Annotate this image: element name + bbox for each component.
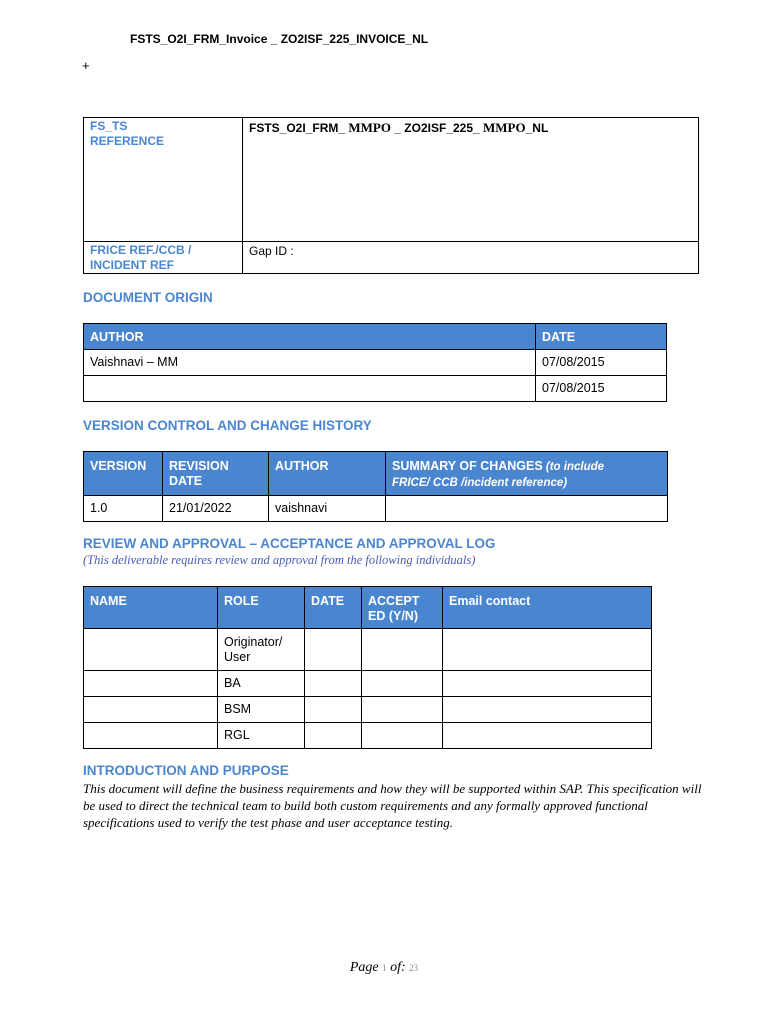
review-name-4: [84, 723, 218, 749]
review-email-3: [443, 697, 652, 723]
plus-mark: +: [82, 58, 90, 73]
review-date-4: [305, 723, 362, 749]
review-role-4: RGL: [218, 723, 305, 749]
frice-label-line2: INCIDENT REF: [90, 258, 174, 272]
page-number: 1: [382, 963, 387, 973]
page-total: 23: [409, 963, 419, 973]
review-table: [83, 586, 652, 749]
fs-reference-table: [83, 117, 699, 274]
summary-note-b: FRICE/ CCB /incident reference): [392, 477, 568, 489]
col-revision-date: [163, 452, 269, 496]
page-footer: [0, 960, 768, 976]
col-date: DATE: [536, 324, 667, 350]
review-role-2: BA: [218, 671, 305, 697]
author-value: vaishnavi: [269, 496, 386, 522]
intro-heading: INTRODUCTION AND PURPOSE: [83, 763, 289, 778]
version-control-table: [83, 451, 668, 522]
review-accepted-4: [362, 723, 443, 749]
frice-label-line1: FRICE REF./CCB /: [90, 243, 192, 257]
revision-line2: DATE: [169, 474, 203, 488]
intro-text: This document will define the business requirements and how they will be supported within SAP. This specification will be used to direct the technical team to build both custom requirements and any formally approved functional specifications used to verify the test phase and user acceptance testing.: [83, 781, 702, 830]
col-author: AUTHOR: [269, 452, 386, 496]
accepted-line1: ACCEPT: [368, 594, 420, 608]
revision-date-value: 21/01/2022: [163, 496, 269, 522]
review-date-1: [305, 629, 362, 671]
frice-ref-label: [84, 242, 243, 274]
gap-id: Gap ID :: [243, 242, 699, 274]
col-version: VERSION: [84, 452, 163, 496]
review-heading: REVIEW AND APPROVAL – ACCEPTANCE AND APPROVAL LOG: [83, 536, 496, 551]
review-role-3: BSM: [218, 697, 305, 723]
review-accepted-1: [362, 629, 443, 671]
document-title: FSTS_O2I_FRM_Invoice _ ZO2ISF_225_INVOICE_NL: [130, 32, 429, 46]
review-email-4: [443, 723, 652, 749]
ref-part-b: MMPO: [348, 120, 391, 135]
ref-part-e: _NL: [525, 121, 549, 135]
version-value: 1.0: [84, 496, 163, 522]
ref-part-d: MMPO: [483, 120, 526, 135]
review-date-2: [305, 671, 362, 697]
col-accepted: [362, 587, 443, 629]
review-name-2: [84, 671, 218, 697]
col-author: AUTHOR: [84, 324, 536, 350]
fs-ts-reference-label: [84, 118, 243, 242]
col-summary: [386, 452, 668, 496]
origin-date-2: 07/08/2015: [536, 376, 667, 402]
version-control-heading: VERSION CONTROL AND CHANGE HISTORY: [83, 418, 372, 433]
review-accepted-3: [362, 697, 443, 723]
review-note: (This deliverable requires review and approval from the following individuals): [83, 553, 476, 567]
review-email-1: [443, 629, 652, 671]
review-role-1: Originator/ User: [218, 629, 305, 671]
document-origin-heading: DOCUMENT ORIGIN: [83, 290, 213, 305]
fs-ts-label-line1: FS_TS: [90, 119, 128, 133]
fs-ts-label-line2: REFERENCE: [90, 134, 165, 148]
col-role: ROLE: [218, 587, 305, 629]
fs-ts-reference-value: [243, 118, 699, 242]
origin-date-1: 07/08/2015: [536, 350, 667, 376]
review-name-3: [84, 697, 218, 723]
origin-author-1: Vaishnavi – MM: [84, 350, 536, 376]
summary-label: SUMMARY OF CHANGES: [392, 459, 543, 473]
summary-value: [386, 496, 668, 522]
review-accepted-2: [362, 671, 443, 697]
summary-note-a: (to include: [542, 461, 605, 473]
accepted-line2: ED (Y/N): [368, 609, 418, 623]
origin-author-2: [84, 376, 536, 402]
col-name: NAME: [84, 587, 218, 629]
revision-line1: REVISION: [169, 459, 229, 473]
document-origin-table: [83, 323, 667, 402]
col-email: Email contact: [443, 587, 652, 629]
ref-part-a: FSTS_O2I_FRM_: [249, 121, 349, 135]
review-name-1: [84, 629, 218, 671]
col-date: DATE: [305, 587, 362, 629]
page-label: Page: [349, 960, 383, 975]
review-date-3: [305, 697, 362, 723]
of-label: of:: [386, 960, 410, 975]
review-email-2: [443, 671, 652, 697]
ref-part-c: _ ZO2ISF_225_: [390, 121, 484, 135]
